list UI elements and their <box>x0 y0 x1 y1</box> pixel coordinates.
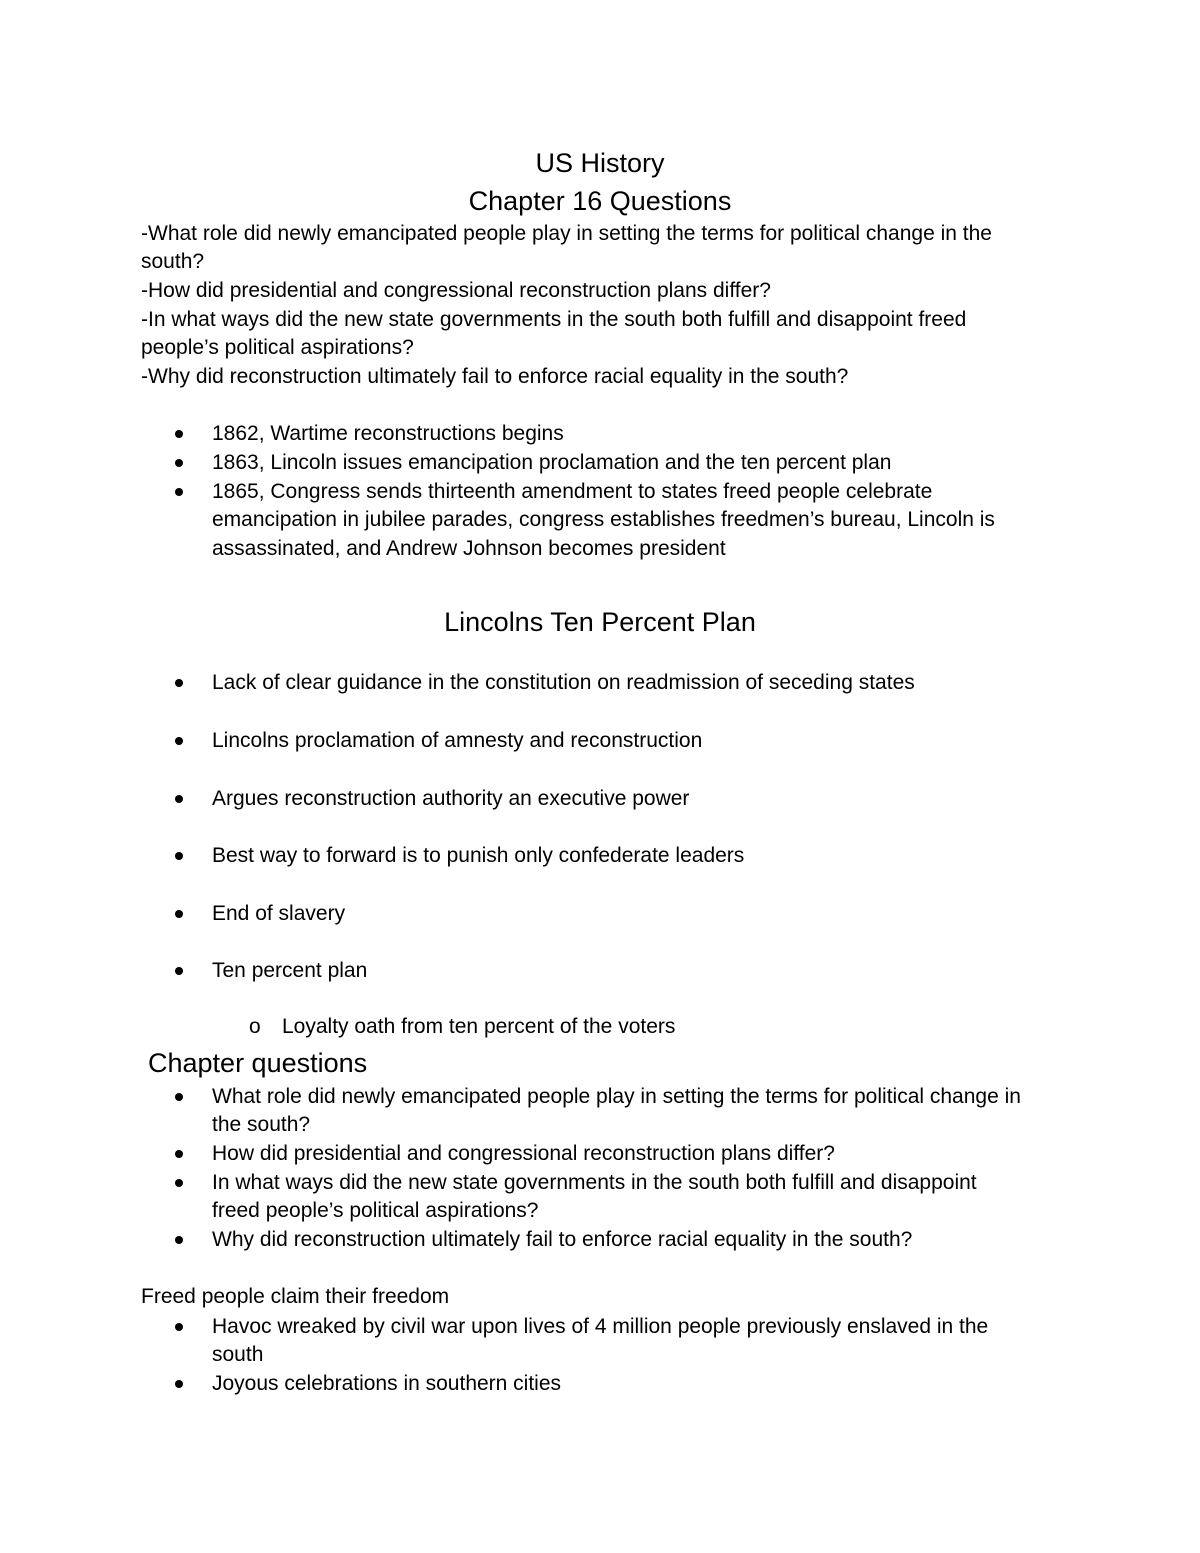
plan-item: Lincolns proclamation of amnesty and reconstruction <box>212 729 703 752</box>
timeline-item-continued: assassinated, and Andrew Johnson becomes president <box>212 537 726 560</box>
plan-item: Ten percent plan <box>212 959 368 982</box>
bullet-marker <box>175 852 183 860</box>
timeline-item-continued: emancipation in jubilee parades, congress establishes freedmen’s bureau, Lincoln is <box>212 508 995 531</box>
page-title: US History <box>535 148 665 178</box>
bullet-marker <box>175 1150 183 1158</box>
intro-question-line: south? <box>141 250 205 273</box>
bullet-marker <box>175 1380 183 1388</box>
freed-people-item-continued: south <box>212 1343 264 1366</box>
intro-question-line: -Why did reconstruction ultimately fail to enforce racial equality in the south? <box>141 365 849 388</box>
bullet-marker <box>175 679 183 687</box>
plan-subitem: Loyalty oath from ten percent of the voters <box>282 1015 676 1038</box>
bullet-marker <box>175 737 183 745</box>
section-heading-chapter-questions: Chapter questions <box>148 1048 368 1078</box>
bullet-marker <box>175 1093 183 1101</box>
intro-question-line: -How did presidential and congressional reconstruction plans differ? <box>141 279 771 302</box>
bullet-marker <box>175 1236 183 1244</box>
plan-item: Lack of clear guidance in the constitution on readmission of seceding states <box>212 671 915 694</box>
bullet-marker <box>175 488 183 496</box>
section-heading-freed-people: Freed people claim their freedom <box>141 1285 450 1308</box>
intro-question-line: -What role did newly emancipated people play in setting the terms for political change in the <box>141 222 992 245</box>
bullet-marker <box>175 459 183 467</box>
bullet-marker <box>175 795 183 803</box>
freed-people-item: Havoc wreaked by civil war upon lives of 4 million people previously enslaved in the <box>212 1315 989 1338</box>
plan-item: End of slavery <box>212 902 346 925</box>
bullet-marker <box>175 1323 183 1331</box>
page-subtitle: Chapter 16 Questions <box>468 186 732 216</box>
bullet-marker <box>175 910 183 918</box>
chapter-question-continued: freed people’s political aspirations? <box>212 1199 539 1222</box>
chapter-question: How did presidential and congressional reconstruction plans differ? <box>212 1142 835 1165</box>
bullet-marker <box>175 967 183 975</box>
section-heading-ten-percent-plan: Lincolns Ten Percent Plan <box>444 607 756 637</box>
bullet-marker <box>175 1179 183 1187</box>
bullet-marker <box>175 430 183 438</box>
chapter-question: What role did newly emancipated people play in setting the terms for political change in <box>212 1085 1021 1108</box>
timeline-item: 1862, Wartime reconstructions begins <box>212 422 564 445</box>
chapter-question: In what ways did the new state governments in the south both fulfill and disappoint <box>212 1171 977 1194</box>
timeline-item: 1863, Lincoln issues emancipation proclamation and the ten percent plan <box>212 451 892 474</box>
intro-question-line: people’s political aspirations? <box>141 336 414 359</box>
intro-question-line: -In what ways did the new state governments in the south both fulfill and disappoint freed <box>141 308 967 331</box>
chapter-question-continued: the south? <box>212 1113 311 1136</box>
plan-item: Argues reconstruction authority an executive power <box>212 787 690 810</box>
timeline-item: 1865, Congress sends thirteenth amendment to states freed people celebrate <box>212 480 933 503</box>
sub-bullet-marker: o <box>249 1015 261 1038</box>
plan-item: Best way to forward is to punish only confederate leaders <box>212 844 745 867</box>
freed-people-item: Joyous celebrations in southern cities <box>212 1372 562 1395</box>
chapter-question: Why did reconstruction ultimately fail to enforce racial equality in the south? <box>212 1228 913 1251</box>
